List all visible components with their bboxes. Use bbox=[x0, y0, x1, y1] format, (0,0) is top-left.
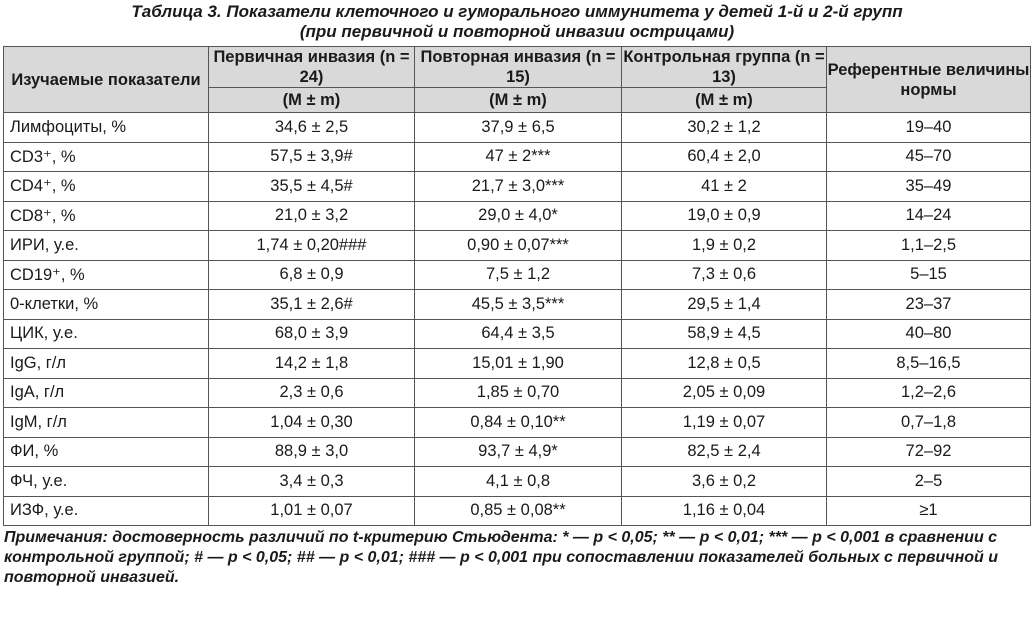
table-body bbox=[4, 113, 1031, 526]
table-title bbox=[0, 2, 1034, 42]
cell-name: IgA, г/л bbox=[4, 378, 209, 408]
cell-primary: 35,1 ± 2,6# bbox=[209, 290, 415, 320]
table-row bbox=[4, 260, 1031, 290]
cell-ref: 35–49 bbox=[827, 172, 1031, 202]
table-row bbox=[4, 142, 1031, 172]
cell-name: IgG, г/л bbox=[4, 349, 209, 379]
header-repeat: Повторная инвазия (n = 15) bbox=[415, 47, 622, 88]
cell-ref: 1,2–2,6 bbox=[827, 378, 1031, 408]
cell-control: 19,0 ± 0,9 bbox=[622, 201, 827, 231]
cell-control: 41 ± 2 bbox=[622, 172, 827, 202]
cell-control: 3,6 ± 0,2 bbox=[622, 467, 827, 497]
cell-repeat: 37,9 ± 6,5 bbox=[415, 113, 622, 143]
cell-primary: 6,8 ± 0,9 bbox=[209, 260, 415, 290]
cell-name: ФЧ, у.е. bbox=[4, 467, 209, 497]
cell-control: 1,19 ± 0,07 bbox=[622, 408, 827, 438]
table-row bbox=[4, 201, 1031, 231]
table-row bbox=[4, 496, 1031, 526]
header-primary: Первичная инвазия (n = 24) bbox=[209, 47, 415, 88]
cell-name: ИЗФ, у.е. bbox=[4, 496, 209, 526]
cell-primary: 88,9 ± 3,0 bbox=[209, 437, 415, 467]
cell-primary: 34,6 ± 2,5 bbox=[209, 113, 415, 143]
table-row bbox=[4, 231, 1031, 261]
cell-repeat: 0,84 ± 0,10** bbox=[415, 408, 622, 438]
table-row bbox=[4, 172, 1031, 202]
table-row bbox=[4, 349, 1031, 379]
table-row bbox=[4, 437, 1031, 467]
cell-ref: 40–80 bbox=[827, 319, 1031, 349]
cell-ref: 23–37 bbox=[827, 290, 1031, 320]
header-reference: Референтные величины нормы bbox=[827, 47, 1031, 113]
cell-primary: 35,5 ± 4,5# bbox=[209, 172, 415, 202]
cell-ref: 0,7–1,8 bbox=[827, 408, 1031, 438]
cell-repeat: 21,7 ± 3,0*** bbox=[415, 172, 622, 202]
cell-name: Лимфоциты, % bbox=[4, 113, 209, 143]
cell-primary: 68,0 ± 3,9 bbox=[209, 319, 415, 349]
cell-control: 30,2 ± 1,2 bbox=[622, 113, 827, 143]
cell-ref: 19–40 bbox=[827, 113, 1031, 143]
cell-primary: 3,4 ± 0,3 bbox=[209, 467, 415, 497]
table-row bbox=[4, 408, 1031, 438]
cell-name: 0-клетки, % bbox=[4, 290, 209, 320]
cell-repeat: 29,0 ± 4,0* bbox=[415, 201, 622, 231]
cell-name: ФИ, % bbox=[4, 437, 209, 467]
cell-primary: 2,3 ± 0,6 bbox=[209, 378, 415, 408]
table-row bbox=[4, 290, 1031, 320]
cell-primary: 14,2 ± 1,8 bbox=[209, 349, 415, 379]
cell-repeat: 93,7 ± 4,9* bbox=[415, 437, 622, 467]
table-row bbox=[4, 378, 1031, 408]
cell-control: 82,5 ± 2,4 bbox=[622, 437, 827, 467]
cell-primary: 1,01 ± 0,07 bbox=[209, 496, 415, 526]
cell-control: 58,9 ± 4,5 bbox=[622, 319, 827, 349]
header-indicators: Изучаемые показатели bbox=[4, 47, 209, 113]
cell-repeat: 4,1 ± 0,8 bbox=[415, 467, 622, 497]
header-mean-primary: (M ± m) bbox=[209, 88, 415, 113]
cell-name: CD3⁺, % bbox=[4, 142, 209, 172]
cell-repeat: 0,85 ± 0,08** bbox=[415, 496, 622, 526]
header-control: Контрольная группа (n = 13) bbox=[623, 48, 825, 86]
cell-repeat: 7,5 ± 1,2 bbox=[415, 260, 622, 290]
cell-primary: 1,74 ± 0,20### bbox=[209, 231, 415, 261]
cell-primary: 57,5 ± 3,9# bbox=[209, 142, 415, 172]
table-row bbox=[4, 319, 1031, 349]
cell-name: ЦИК, у.е. bbox=[4, 319, 209, 349]
cell-control: 2,05 ± 0,09 bbox=[622, 378, 827, 408]
header-mean-repeat: (M ± m) bbox=[415, 88, 622, 113]
cell-name: ИРИ, у.е. bbox=[4, 231, 209, 261]
cell-ref: 8,5–16,5 bbox=[827, 349, 1031, 379]
cell-ref: 2–5 bbox=[827, 467, 1031, 497]
immunity-table bbox=[3, 46, 1031, 526]
cell-repeat: 0,90 ± 0,07*** bbox=[415, 231, 622, 261]
title-line-2: (при первичной и повторной инвазии острицами) bbox=[299, 22, 735, 41]
cell-ref: 1,1–2,5 bbox=[827, 231, 1031, 261]
cell-ref: 72–92 bbox=[827, 437, 1031, 467]
table-notes: Примечания: достоверность различий по t-критерию Стьюдента: * — p < 0,05; ** — p < 0,01; *** — p < 0,001 в сравнении с контрольной группой; # — p < 0,05; ## — p < 0,01; ### — p < 0,001 при сопоставлении показателей больных с первичной и повторной инвазией. bbox=[4, 529, 999, 586]
cell-ref: 5–15 bbox=[827, 260, 1031, 290]
cell-name: CD19⁺, % bbox=[4, 260, 209, 290]
cell-repeat: 64,4 ± 3,5 bbox=[415, 319, 622, 349]
cell-repeat: 1,85 ± 0,70 bbox=[415, 378, 622, 408]
cell-name: CD4⁺, % bbox=[4, 172, 209, 202]
cell-repeat: 47 ± 2*** bbox=[415, 142, 622, 172]
cell-control: 1,16 ± 0,04 bbox=[622, 496, 827, 526]
cell-repeat: 15,01 ± 1,90 bbox=[415, 349, 622, 379]
cell-control: 1,9 ± 0,2 bbox=[622, 231, 827, 261]
cell-primary: 1,04 ± 0,30 bbox=[209, 408, 415, 438]
cell-ref: 45–70 bbox=[827, 142, 1031, 172]
cell-name: CD8⁺, % bbox=[4, 201, 209, 231]
cell-ref: ≥1 bbox=[827, 496, 1031, 526]
table-row bbox=[4, 467, 1031, 497]
cell-ref: 14–24 bbox=[827, 201, 1031, 231]
cell-control: 29,5 ± 1,4 bbox=[622, 290, 827, 320]
header-mean-control: (M ± m) bbox=[622, 88, 827, 113]
title-line-1: Таблица 3. Показатели клеточного и гуморального иммунитета у детей 1-й и 2-й групп bbox=[131, 2, 903, 21]
cell-primary: 21,0 ± 3,2 bbox=[209, 201, 415, 231]
cell-control: 12,8 ± 0,5 bbox=[622, 349, 827, 379]
cell-name: IgM, г/л bbox=[4, 408, 209, 438]
table-row bbox=[4, 113, 1031, 143]
cell-repeat: 45,5 ± 3,5*** bbox=[415, 290, 622, 320]
cell-control: 60,4 ± 2,0 bbox=[622, 142, 827, 172]
cell-control: 7,3 ± 0,6 bbox=[622, 260, 827, 290]
